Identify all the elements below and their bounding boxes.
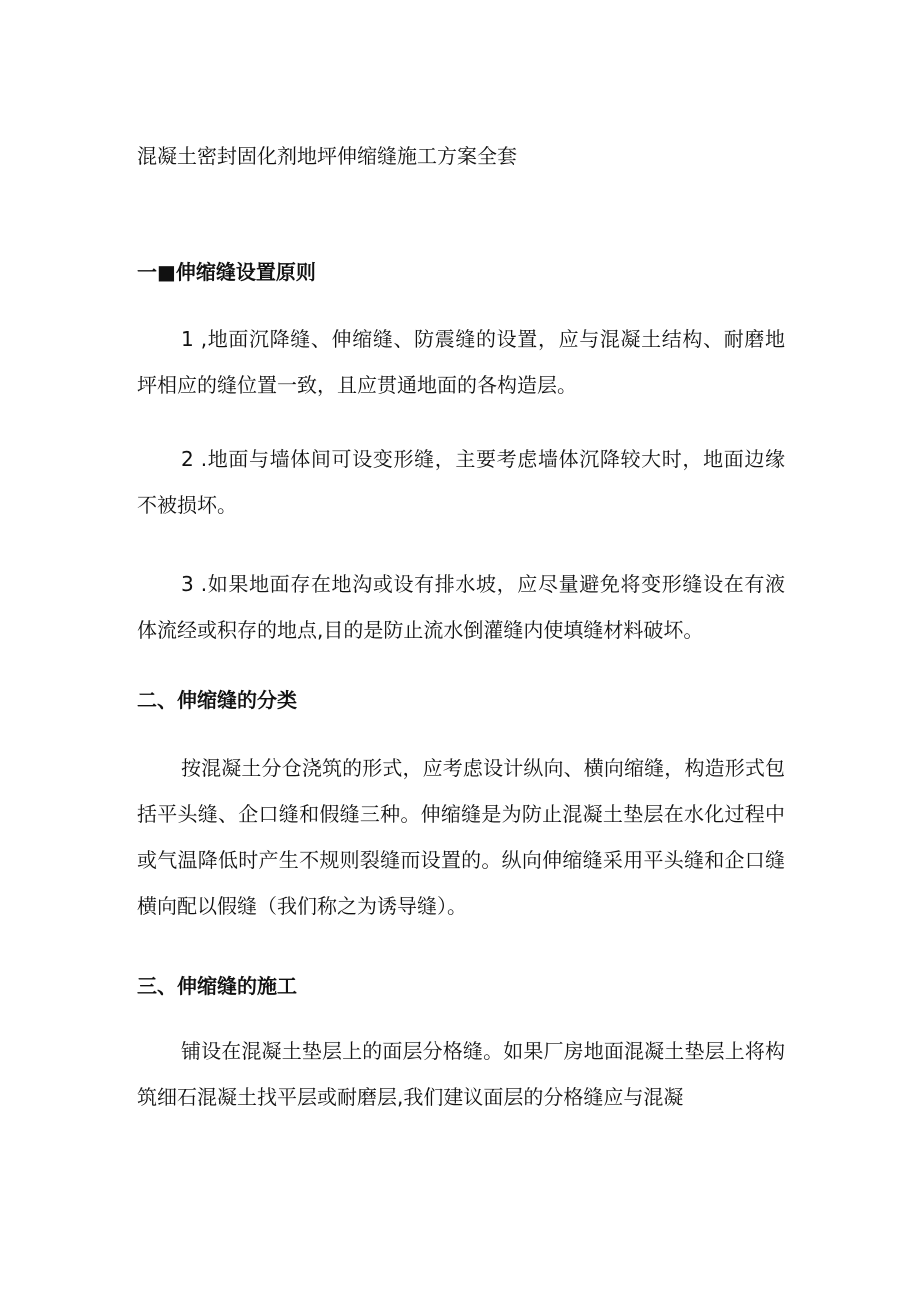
section-heading-2: 二、伸缩缝的分类 bbox=[137, 688, 297, 712]
section-2-paragraph-1: 按混凝土分仓浇筑的形式，应考虑设计纵向、横向缩缝，构造形式包括平头缝、企口缝和假缝三种。伸缩缝是为防止混凝土垫层在水化过程中或气温降低时产生不规则裂缝而设置的。纵向伸缩缝采用平头缝和企口缝横向配以假缝（我们称之为诱导缝）。 bbox=[137, 756, 785, 918]
document-title: 混凝土密封固化剂地坪伸缩缝施工方案全套 bbox=[137, 144, 517, 168]
section-3-paragraph-1: 铺设在混凝土垫层上的面层分格缝。如果厂房地面混凝土垫层上将构筑细石混凝土找平层或耐磨层,我们建议面层的分格缝应与混凝 bbox=[137, 1039, 785, 1109]
section-heading-1: 一■伸缩缝设置原则 bbox=[137, 260, 316, 284]
section-1-paragraph-3: 3 .如果地面存在地沟或设有排水坡，应尽量避免将变形缝设在有液体流经或积存的地点,目的是防止流水倒灌缝内使填缝材料破坏。 bbox=[137, 572, 785, 642]
section-1-paragraph-1: 1 ,地面沉降缝、伸缩缝、防震缝的设置，应与混凝土结构、耐磨地坪相应的缝位置一致，且应贯通地面的各构造层。 bbox=[137, 327, 785, 397]
section-1-paragraph-2: 2 .地面与墙体间可设变形缝，主要考虑墙体沉降较大时，地面边缘不被损坏。 bbox=[137, 447, 785, 517]
section-heading-3: 三、伸缩缝的施工 bbox=[137, 974, 297, 998]
